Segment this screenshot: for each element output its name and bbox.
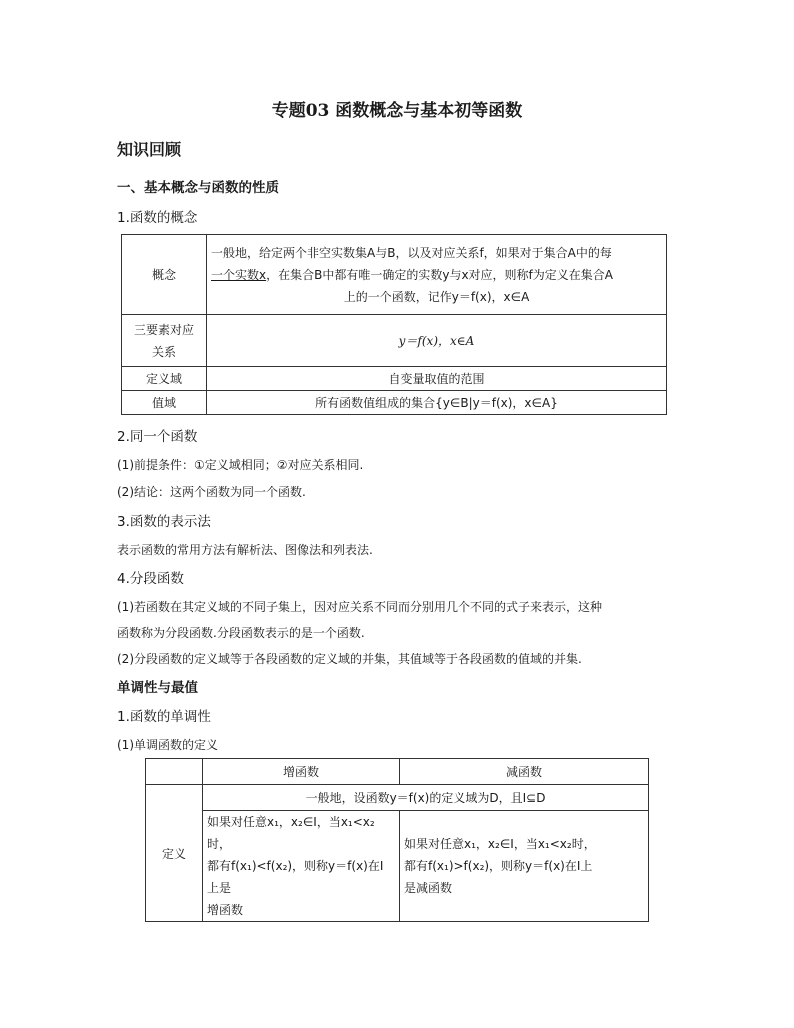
piecewise-heading: 4.分段函数 [117, 571, 184, 587]
domain-value: 自变量取值的范围 [207, 367, 667, 391]
table-row [122, 391, 667, 415]
row-label-line-2: 关系 [151, 344, 176, 359]
piecewise-text-3: (2)分段函数的定义域等于各段函数的定义域的并集，其值域等于各段函数的值域的并集. [117, 652, 582, 666]
common-definition: 一般地，设函数y＝f(x)的定义域为D，且I⊆D [203, 785, 649, 811]
increasing-line-3: 增函数 [207, 903, 244, 917]
page-title: 专题03 函数概念与基本初等函数 [271, 101, 523, 121]
row-label-concept: 概念 [122, 235, 207, 315]
monotonicity-heading: 单调性与最值 [117, 680, 198, 696]
table-row [146, 785, 649, 811]
increasing-line-2: 都有f(x₁)<f(x₂)，则称y＝f(x)在I上是 [207, 859, 384, 895]
table-row [122, 235, 667, 315]
same-function-heading: 2.同一个函数 [117, 429, 198, 445]
header-increasing: 增函数 [203, 759, 400, 785]
decreasing-line-1: 如果对任意x₁，x₂∈I，当x₁<x₂时， [404, 837, 596, 851]
monotonicity-subheading: 1.函数的单调性 [117, 709, 211, 725]
correspondence-value: y＝f(x)，x∈A [207, 315, 667, 367]
same-function-premise: (1)前提条件：①定义域相同；②对应关系相同. [117, 458, 364, 472]
concept-line-2 [211, 264, 662, 286]
table-row [146, 811, 649, 922]
monotonic-function-table [145, 758, 649, 922]
decreasing-line-3: 是减函数 [404, 881, 453, 895]
piecewise-text-1: (1)若函数在其定义域的不同子集上，因对应关系不同而分别用几个不同的式子来表示，这种 [117, 600, 603, 614]
section-review-heading: 知识回顾 [117, 140, 182, 159]
section-basic-concepts-heading: 一、基本概念与函数的性质 [117, 180, 279, 196]
table-row [122, 315, 667, 367]
row-label-range: 值域 [122, 391, 207, 415]
range-value: 所有函数值组成的集合{y∈B|y＝f(x)，x∈A} [207, 391, 667, 415]
header-decreasing: 减函数 [400, 759, 649, 785]
piecewise-text-2: 函数称为分段函数.分段函数表示的是一个函数. [117, 626, 365, 640]
row-label-definition: 定义 [146, 785, 203, 922]
table-row [122, 367, 667, 391]
increasing-line-1: 如果对任意x₁，x₂∈I，当x₁<x₂时， [207, 815, 375, 851]
table-row [146, 759, 649, 785]
same-function-conclusion: (2)结论：这两个函数为同一个函数. [117, 485, 306, 499]
decreasing-definition [400, 811, 649, 922]
row-label-domain: 定义域 [122, 367, 207, 391]
decreasing-line-2: 都有f(x₁)>f(x₂)，则称y＝f(x)在I上 [404, 859, 593, 873]
representation-heading: 3.函数的表示法 [117, 514, 211, 530]
concept-definition-cell [207, 235, 667, 315]
concept-line-3: 上的一个函数，记作y＝f(x)，x∈A [343, 289, 530, 304]
concept-line-2-rest: ，在集合B中都有唯一确定的实数y与x对应，则称f为定义在集合A [266, 267, 613, 282]
row-label-three-elements [122, 315, 207, 367]
row-label-line-1: 三要素对应 [133, 322, 194, 337]
concept-line-1: 一般地，给定两个非空实数集A与B，以及对应关系f，如果对于集合A中的每 [211, 245, 612, 260]
function-concept-heading: 1.函数的概念 [117, 210, 198, 226]
concept-underlined-text: 一个实数x [211, 267, 267, 282]
header-empty-cell [146, 759, 203, 785]
increasing-definition [203, 811, 400, 922]
representation-text: 表示函数的常用方法有解析法、图像法和列表法. [117, 543, 373, 557]
monotonic-definition-caption: (1)单调函数的定义 [117, 738, 218, 752]
function-concept-table [121, 234, 667, 415]
